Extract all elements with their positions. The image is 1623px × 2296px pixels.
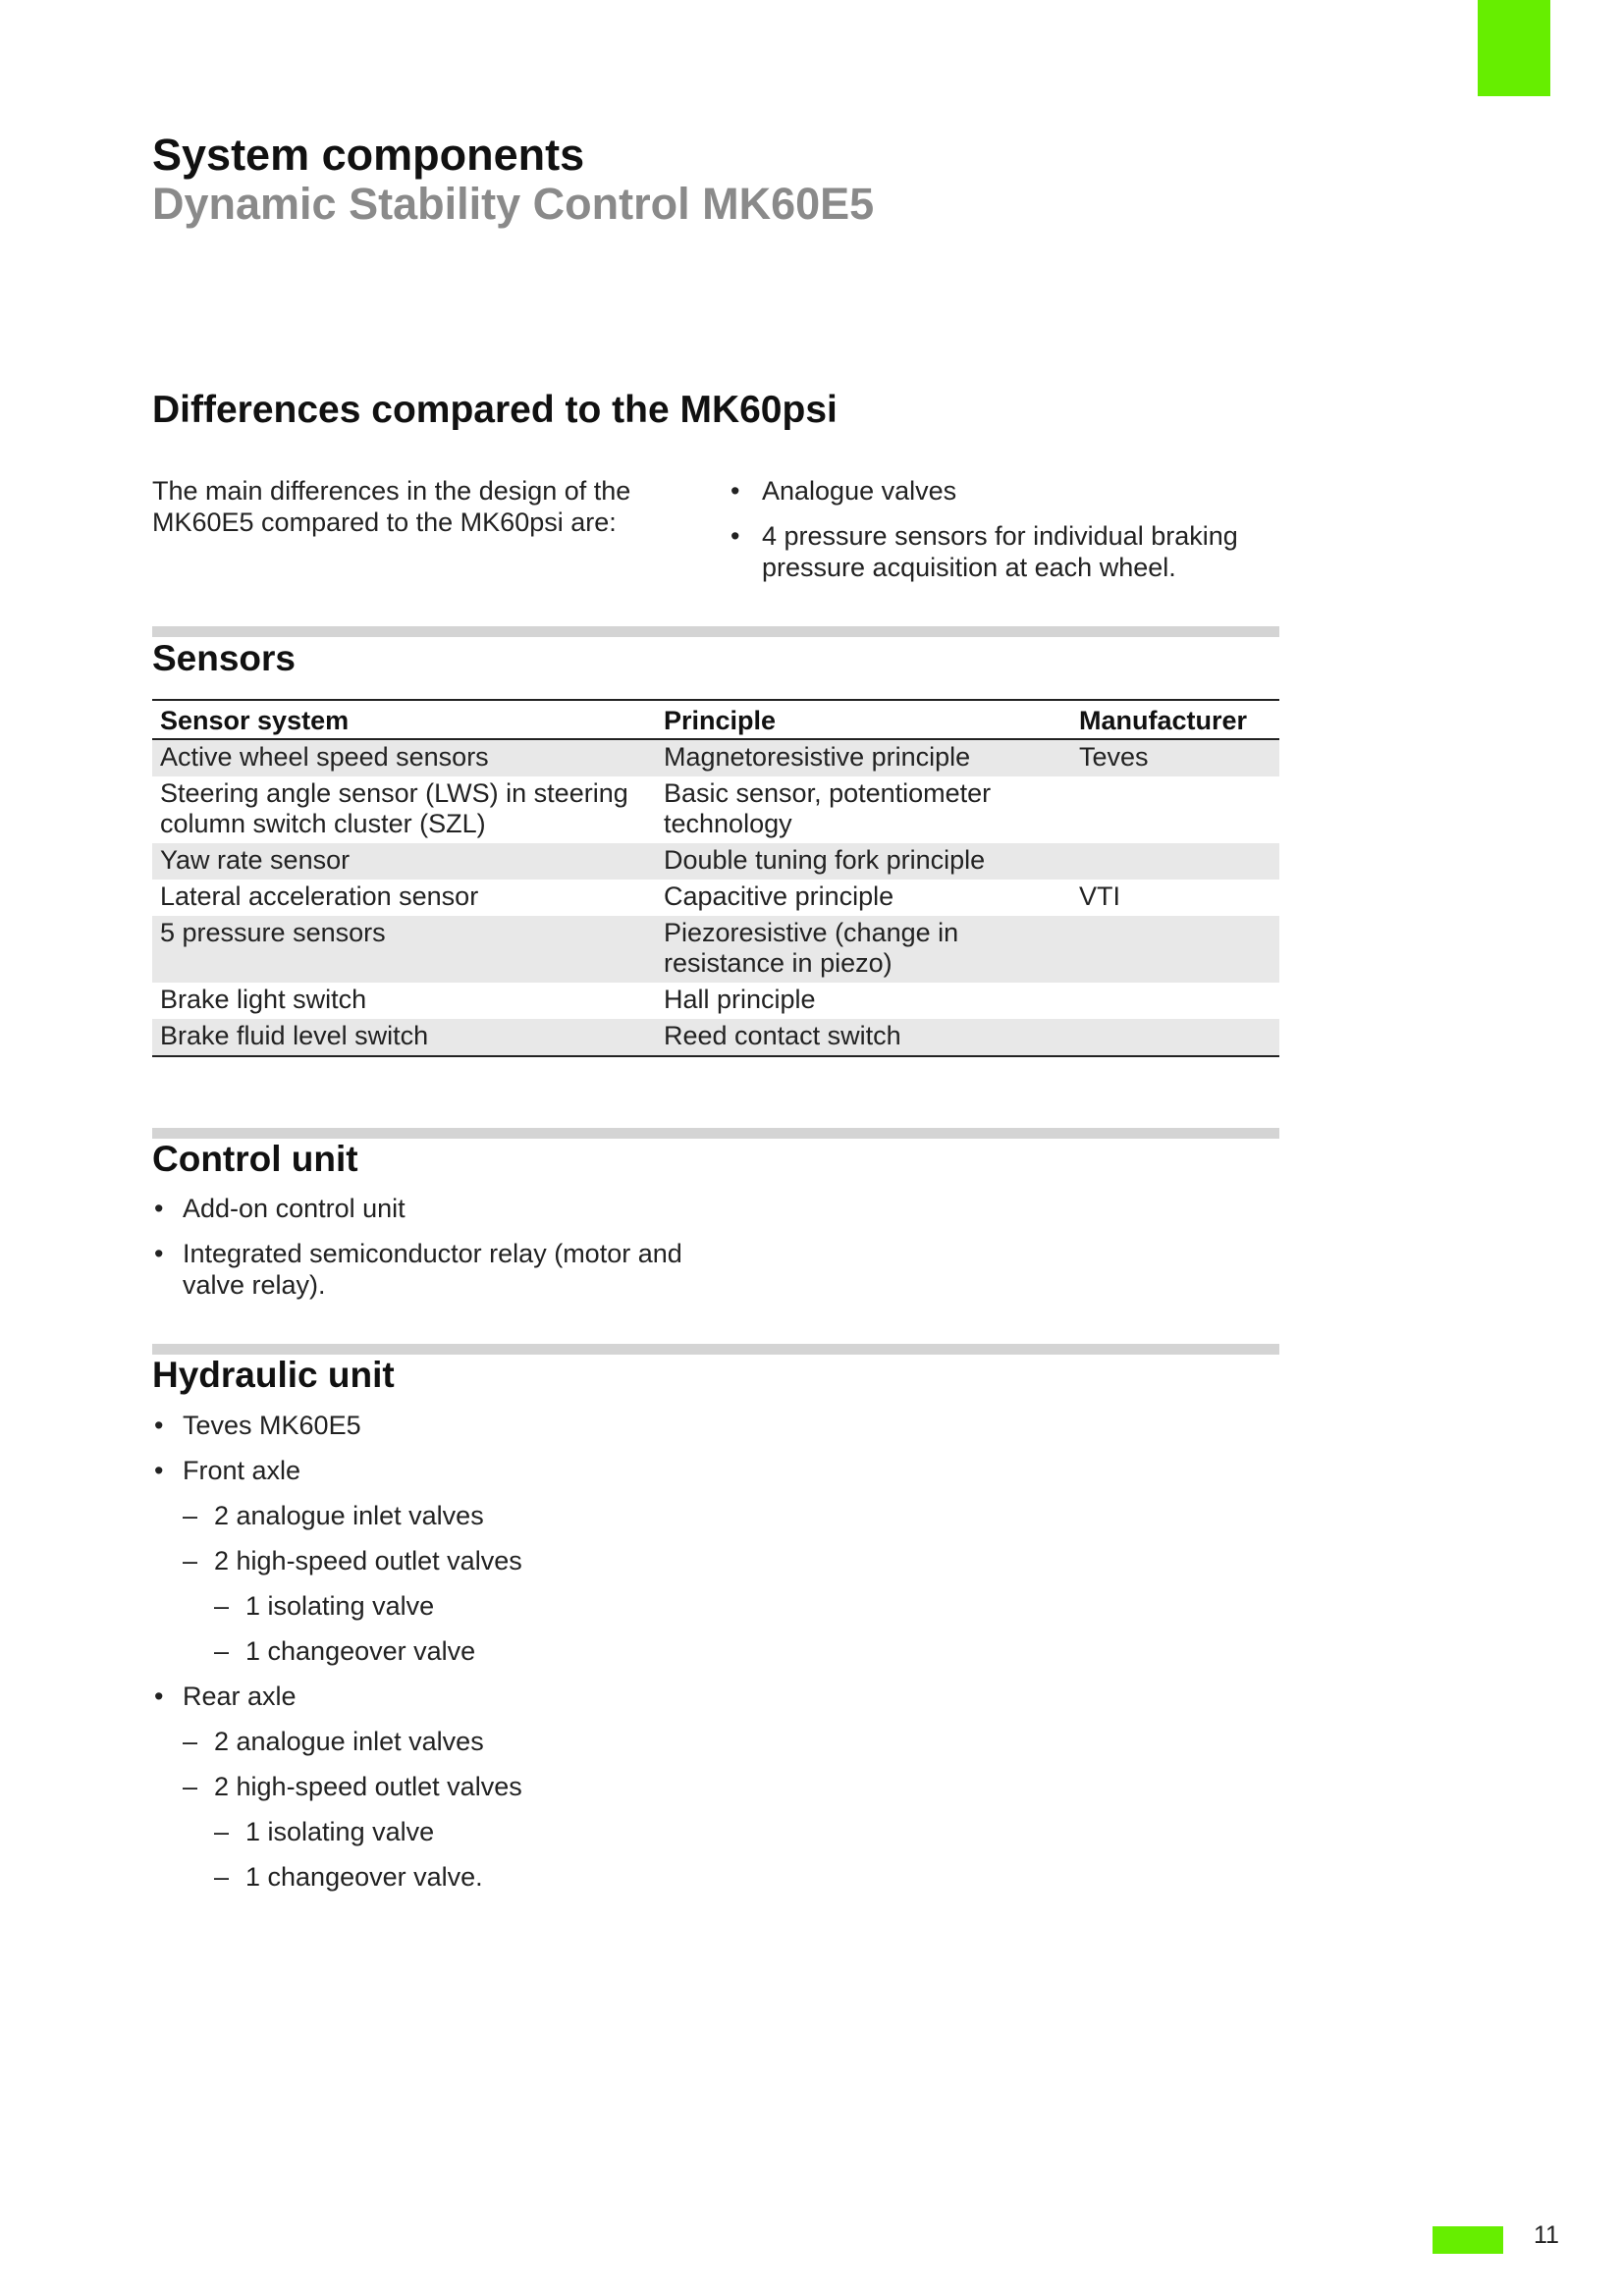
table-cell [1071,843,1279,880]
table-cell [1071,916,1279,983]
section-divider [152,626,1279,637]
table-cell: Capacitive principle [664,881,894,911]
control-unit-list [152,1193,732,1314]
table-row [152,916,1279,983]
table-cell: Active wheel speed sensors [152,739,656,776]
table-cell: Magnetoresistive principle [656,739,1071,776]
list-item: • Front axle [152,1455,522,1500]
list-item: • Integrated semiconductor relay (motor and valve relay). [152,1238,732,1301]
differences-list [727,475,1296,597]
table-cell: VTI [1079,881,1121,911]
column-header: Sensor system [152,700,656,739]
table-row [152,776,1279,843]
column-header: Manufacturer [1071,700,1279,739]
table-row [152,983,1279,1019]
table-cell [1071,983,1279,1019]
list-item: – 2 high-speed outlet valves [152,1771,522,1816]
table-cell [1071,776,1279,843]
section-divider [152,1344,1279,1355]
table-row [152,880,1279,916]
table-cell: Reed contact switch [656,1019,1071,1056]
control-unit-heading: Control unit [152,1139,358,1179]
list-item: • 4 pressure sensors for individual braking pressure acquisition at each wheel. [727,520,1296,583]
list-item: – 1 changeover valve [152,1635,522,1681]
page-title [152,131,874,229]
table-row [152,843,1279,880]
list-item: • Analogue valves [727,475,1296,507]
title-line-1: System components [152,130,585,180]
page-tab-marker [1478,0,1550,96]
list-item: – 2 high-speed outlet valves [152,1545,522,1590]
table-cell: Lateral acceleration sensor [160,881,479,911]
title-line-2: Dynamic Stability Control MK60E5 [152,179,875,229]
list-item: • Add-on control unit [152,1193,732,1224]
table-cell: Steering angle sensor (LWS) in steering column switch cluster (SZL) [160,778,628,838]
table-cell: Double tuning fork principle [656,843,1071,880]
table-cell: Basic sensor, potentiometer technology [664,778,992,838]
list-item: – 2 analogue inlet valves [152,1500,522,1545]
page-number: 11 [1534,2221,1559,2249]
table-cell: Brake fluid level switch [152,1019,656,1056]
list-item: – 2 analogue inlet valves [152,1726,522,1771]
table-row [152,1019,1279,1056]
table-header-row [152,700,1279,739]
table-cell [1071,1019,1279,1056]
table-cell: Piezoresistive (change in resistance in piezo) [656,916,1071,983]
hydraulic-unit-list [152,1410,522,1906]
section-divider [152,1128,1279,1139]
table-cell: 5 pressure sensors [152,916,656,983]
sensors-heading: Sensors [152,638,297,678]
list-item: • Rear axle [152,1681,522,1726]
column-header: Principle [656,700,1071,739]
list-item: – 1 isolating valve [152,1816,522,1861]
page-number-tab [1433,2226,1503,2254]
list-item: – 1 isolating valve [152,1590,522,1635]
list-item: – 1 changeover valve. [152,1861,522,1906]
sensors-table [152,699,1279,1057]
table-cell: Yaw rate sensor [152,843,656,880]
table-row [152,739,1279,776]
table-cell: Brake light switch [160,985,367,1014]
differences-intro: The main differences in the design of the MK60E5 compared to the MK60psi are: [152,476,631,537]
table-cell: Teves [1071,739,1279,776]
table-cell: Hall principle [664,985,816,1014]
differences-heading: Differences compared to the MK60psi [152,389,838,431]
hydraulic-unit-heading: Hydraulic unit [152,1355,395,1395]
list-item: • Teves MK60E5 [152,1410,522,1455]
